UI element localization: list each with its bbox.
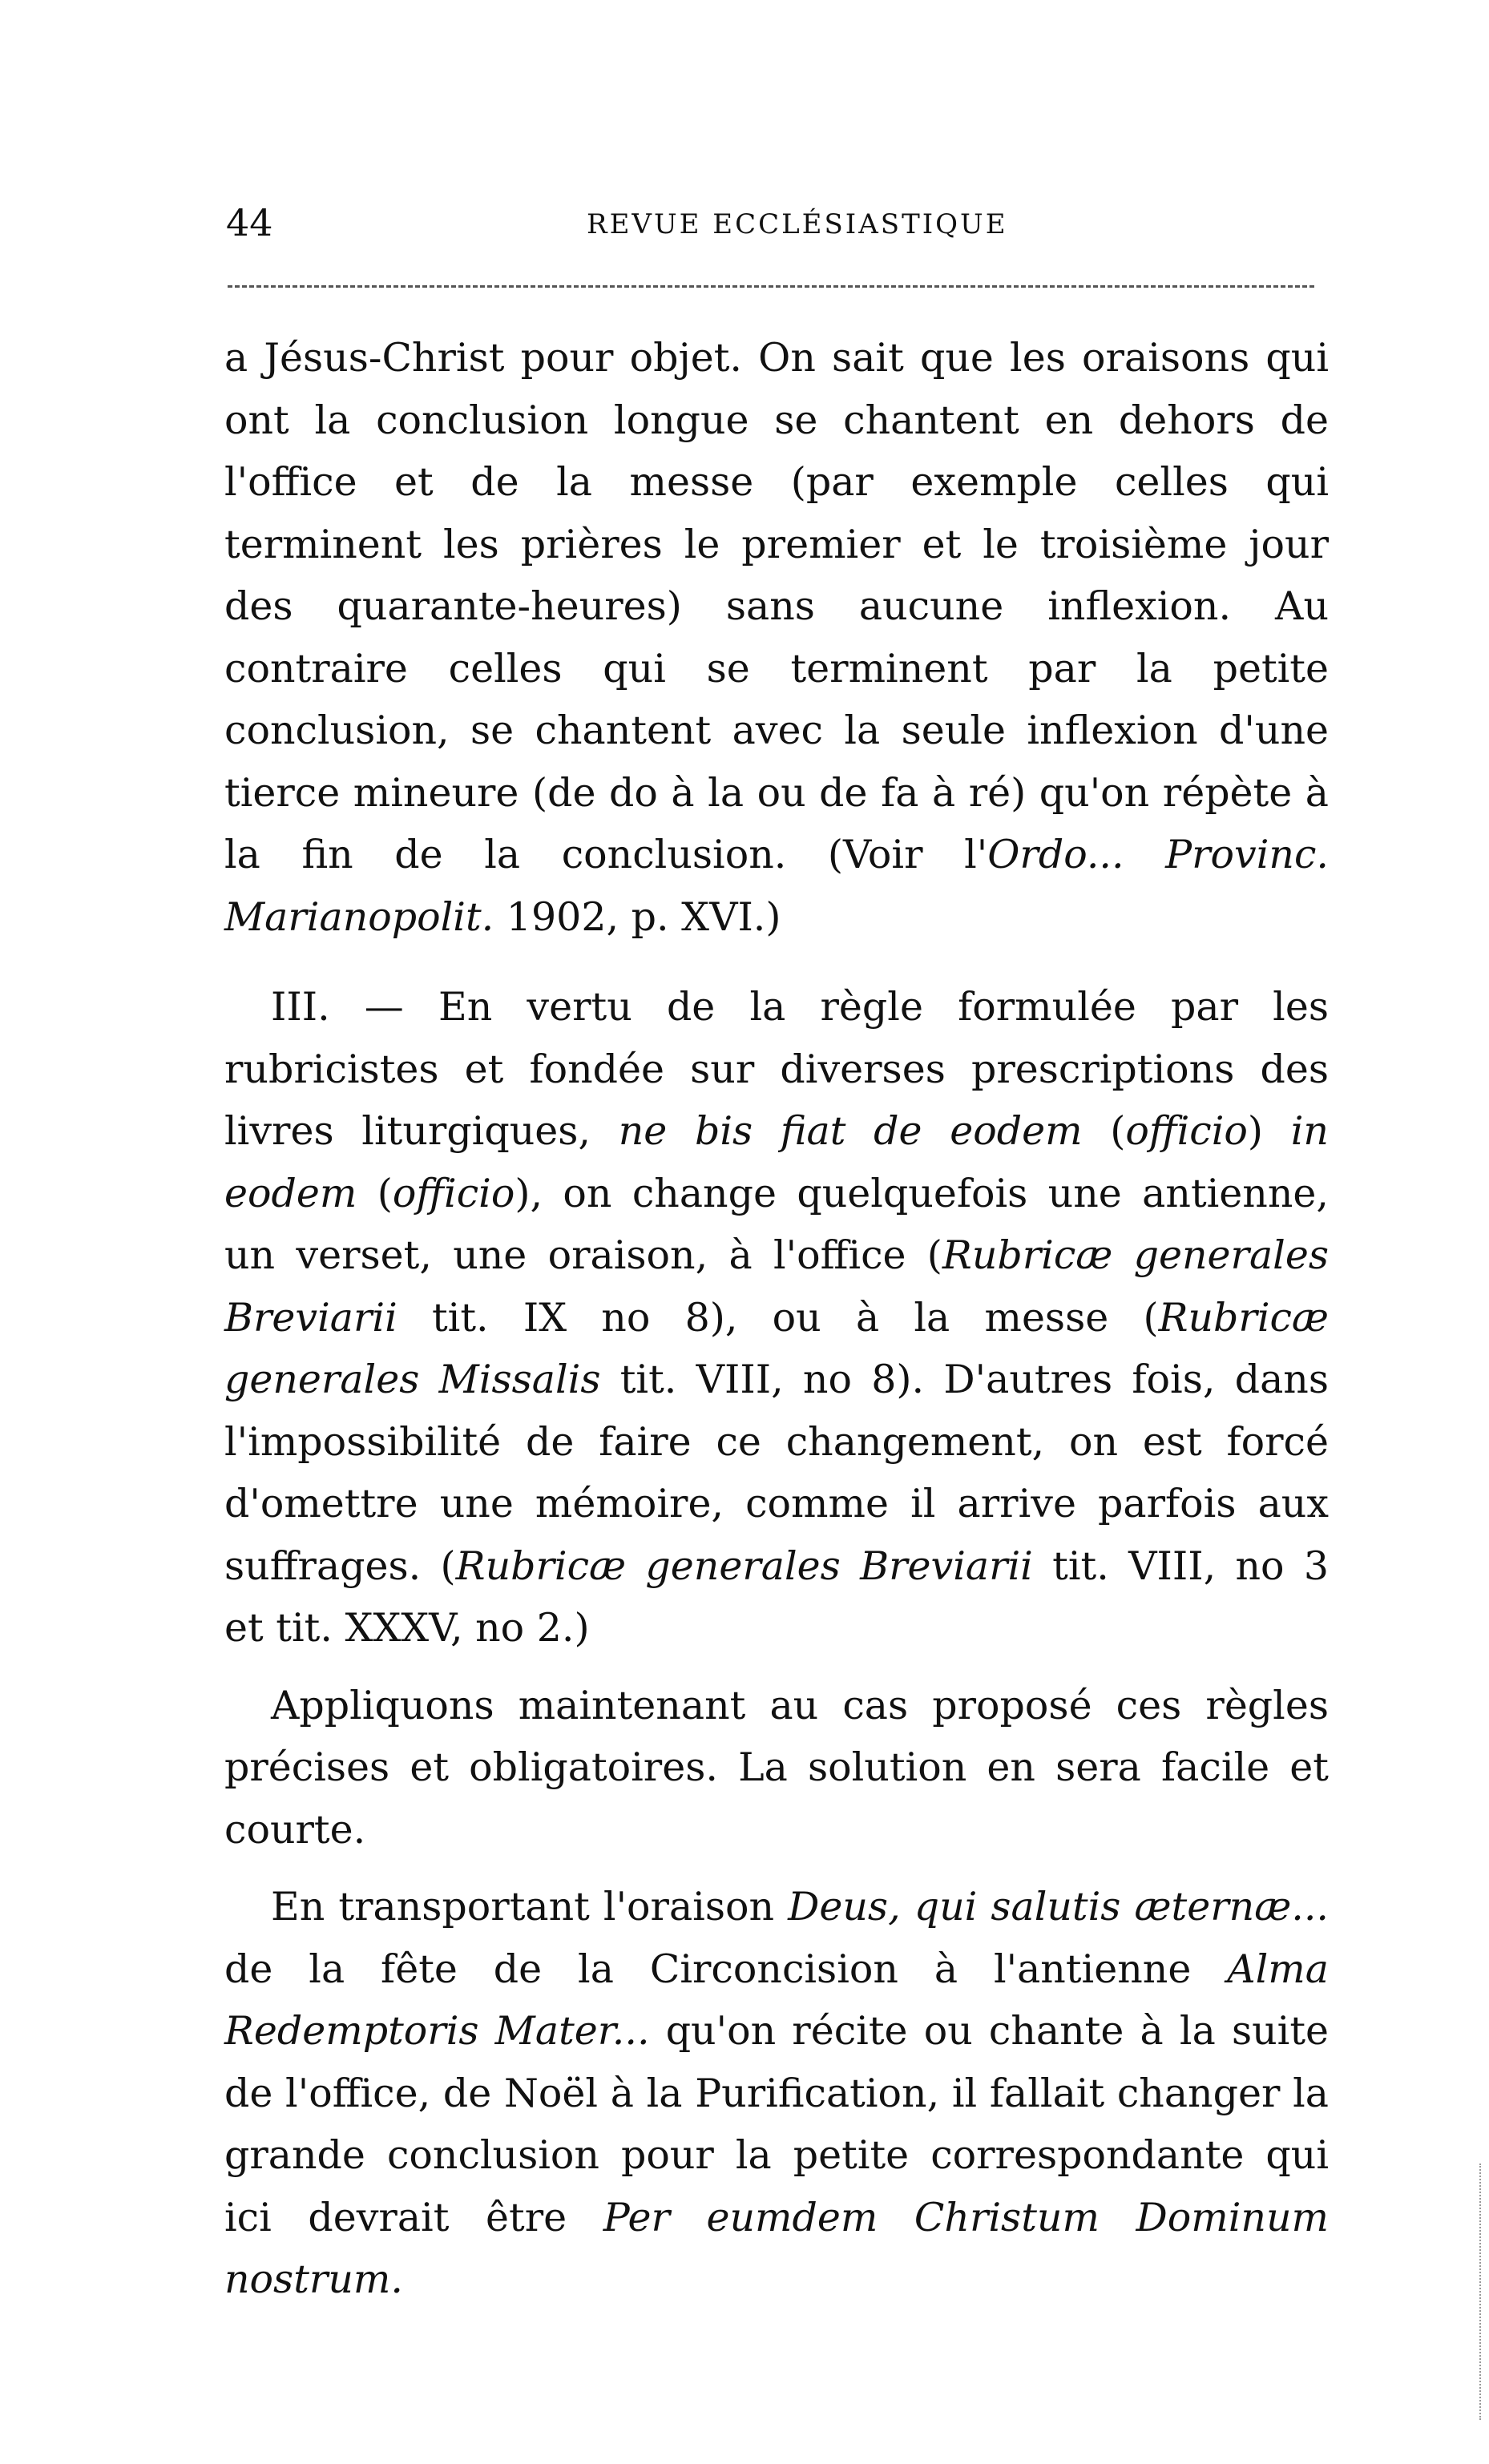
text-run: ) [1247, 1108, 1291, 1154]
page-number: 44 [226, 201, 273, 244]
paragraph [224, 976, 1329, 1659]
text-run: Appliquons maintenant au cas proposé ces règles précises et obligatoires. La solution en sera facile et courte. [224, 1682, 1329, 1853]
paragraph [224, 327, 1329, 948]
paragraph [224, 1876, 1329, 2311]
header-rule [228, 285, 1314, 288]
italic-text-run: ne bis fiat de eodem [618, 1108, 1083, 1154]
text-run: de la fête de la Circoncision à l'antienne [224, 1946, 1228, 1992]
text-run: ), on change quelquefois une antienne, un verset, une oraison, à l'office ( [224, 1170, 1329, 1278]
italic-text-run: Alma Redemptoris Mater... [224, 1946, 1329, 2054]
paragraph [224, 1675, 1329, 1861]
text-run: III. — En vertu de la règle formulée par les rubricistes et fondée sur diverses prescriptions des livres liturgiques, [224, 984, 1329, 1154]
text-run: tit. VIII, no 8). D'autres fois, dans l'impossibilité de faire ce changement, on est forcé d'omettre une mémoire, comme il arrive parfois aux suffrages. ( [224, 1357, 1329, 1589]
text-run: tit. IX no 8), ou à la messe ( [397, 1294, 1159, 1341]
italic-text-run: Per eumdem Christum Dominum nostrum. [224, 2194, 1329, 2302]
text-run: a Jésus-Christ pour objet. On sait que les oraisons qui ont la conclusion longue se chantent en dehors de l'office et de la messe (par exemple celles qui terminent les prières le premier et le troisième jour des quarante-heures) sans aucune inflexion. Au contraire celles qui se terminent par la petite conclusion, se chantent avec la seule inflexion d'une tierce mineure (de do à la ou de fa à ré) qu'on répète à la fin de la conclusion. (Voir l' [224, 335, 1329, 877]
text-run: En transportant l'oraison [271, 1884, 789, 1930]
text-run: ( [1082, 1108, 1126, 1154]
italic-text-run: Rubricæ generales Breviarii [455, 1543, 1033, 1589]
page-header [226, 199, 1324, 247]
text-run: tit. VIII, no 3 et tit. XXXV, no 2.) [224, 1543, 1330, 1651]
italic-text-run: officio [1125, 1108, 1248, 1154]
body-text [224, 327, 1329, 2326]
italic-text-run: Rubricæ generales Breviarii [224, 1232, 1329, 1341]
italic-text-run: officio [392, 1170, 515, 1216]
text-run: 1902, p. XVI.) [494, 893, 781, 940]
italic-text-run: Deus, qui salutis æternæ... [788, 1884, 1329, 1930]
italic-text-run: in eodem [224, 1108, 1329, 1216]
running-title: REVUE ECCLÉSIASTIQUE [587, 208, 1008, 240]
text-run: qu'on récite ou chante à la suite de l'office, de Noël à la Purification, il fallait changer la grande conclusion pour la petite correspondante qui ici devrait être [224, 2008, 1330, 2240]
italic-text-run: Rubricæ generales Missalis [224, 1294, 1329, 1402]
text-run: ( [357, 1170, 393, 1216]
italic-text-run: Ordo... Provinc. Marianopolit. [224, 832, 1329, 940]
scan-margin-marks [1431, 2164, 1481, 2420]
